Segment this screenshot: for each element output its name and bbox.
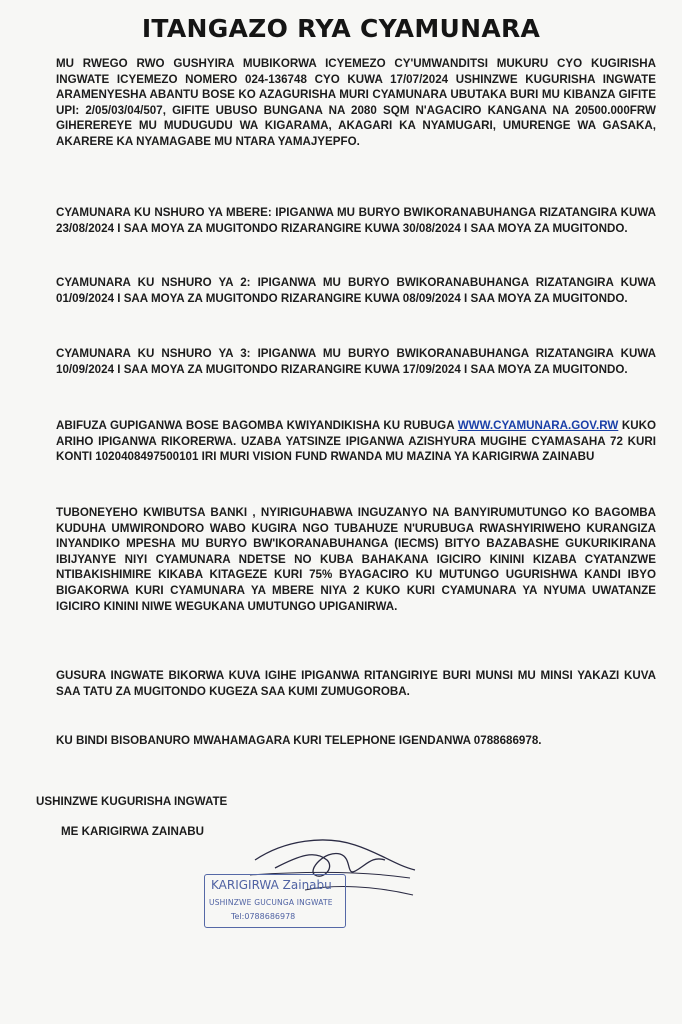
stamp-name: KARIGIRWA Zainabu [211,878,332,892]
auction-round-3: CYAMUNARA KU NSHURO YA 3: IPIGANWA MU BURYO BWIKORANABUHANGA RIZATANGIRA KUWA 10/09/2024 I SAA MOYA ZA MUGITONDO RIZARANGIRE KUWA 17/09/2024 I SAA MOYA ZA MUGITONDO. [56,347,656,376]
auction-website-link[interactable]: WWW.CYAMUNARA.GOV.RW [457,419,619,432]
registration-text-before: ABIFUZA GUPIGANWA BOSE BAGOMBA KWIYANDIKISHA KU RUBUGA [56,419,458,432]
intro-paragraph: MU RWEGO RWO GUSHYIRA MUBIKORWA ICYEMEZO CY'UMWANDITSI MUKURU CYO KUGIRISHA INGWATE ICYEMEZO NOMERO 024-136748 CYO KUWA 17/07/2024 USHINZWE KUGURISHA INGWATE ARAMENYESHA ABANTU BOSE KO AZAGURISHA MURI CYAMUNARA UBUTAKA BURI MU KIBANZA GIFITE UPI: 2/05/03/04/507, GIFITE UBUSO BUNGANA NA 2080 SQM N'AGACIRO KANGANA NA 20500.000FRW GIHEREREYE MU MUDUGUDU WA KIGARAMA, AKAGARI KA NYAMUGARI, UMURENGE WA GASAKA, AKARERE KA NYAMAGABE MU NTARA YAMAJYEPFO. [56,57,656,148]
auction-round-1: CYAMUNARA KU NSHURO YA MBERE: IPIGANWA MU BURYO BWIKORANABUHANGA RIZATANGIRA KUWA 23/08/2024 I SAA MOYA ZA MUGITONDO RIZARANGIRE KUWA 30/08/2024 I SAA MOYA ZA MUGITONDO. [56,206,656,235]
auction-round-2: CYAMUNARA KU NSHURO YA 2: IPIGANWA MU BURYO BWIKORANABUHANGA RIZATANGIRA KUWA 01/09/2024 I SAA MOYA ZA MUGITONDO RIZARANGIRE KUWA 08/09/2024 I SAA MOYA ZA MUGITONDO. [56,276,656,305]
signatory-role: USHINZWE KUGURISHA INGWATE [36,795,228,808]
stamp-role: USHINZWE GUCUNGA INGWATE [209,898,333,907]
contact-paragraph: KU BINDI BISOBANURO MWAHAMAGARA KURI TELEPHONE IGENDANWA 0788686978. [56,734,542,747]
document-title: ITANGAZO RYA CYAMUNARA [141,14,541,43]
bank-reminder-paragraph: TUBONEYEHO KWIBUTSA BANKI , NYIRIGUHABWA INGUZANYO NA BANYIRUMUTUNGO KO BAGOMBA KUDUHA UMWIRONDORO WABO KUGIRA NGO TUBAHUZE N'URUBUGA RWASHYIRIWEHO KURANGIZA INYANDIKO MPESHA MU BURYO BW'IKORANABUHANGA (IECMS) BITYO BAZABASHE GUKURIKIRANA IBIJYANYE NIYI CYAMUNARA NDETSE NO KUBA BAHAKANA IGICIRO KININI KIZABA CYATANZWE NTIBAKISHIMIRE KIKABA KITAGEZE KURI 75% BYAGACIRO KU MUTUNGO UGURISHWA KANDI IBYO BIGAKORWA KURI CYAMUNARA YA MBERE NIYA 2 KUKO KURI CYAMUNARA YA NYUMA UWATANZE IGICIRO KININI NIWE WEGUKANA UMUTUNGO UPIGANIRWA. [56,506,656,613]
signatory-name: ME KARIGIRWA ZAINABU [61,825,204,838]
registration-paragraph [56,418,656,465]
registration-text-after: KUKO ARIHO IPIGANWA RIKORERWA. UZABA YATSINZE IPIGANWA AZISHYURA MUGIHE CYAMASAHA 72 KURI KONTI 1020408497500101 IRI MURI VISION FUND RWANDA MU MAZINA YA KARIGIRWA ZAINABU [56,419,657,464]
visit-paragraph: GUSURA INGWATE BIKORWA KUVA IGIHE IPIGANWA RITANGIRIYE BURI MUNSI MU MINSI YAKAZI KUVA SAA TATU ZA MUGITONDO KUGEZA SAA KUMI ZUMUGOROBA. [56,669,656,698]
official-stamp [204,874,346,928]
stamp-phone: Tel:0788686978 [231,912,296,921]
